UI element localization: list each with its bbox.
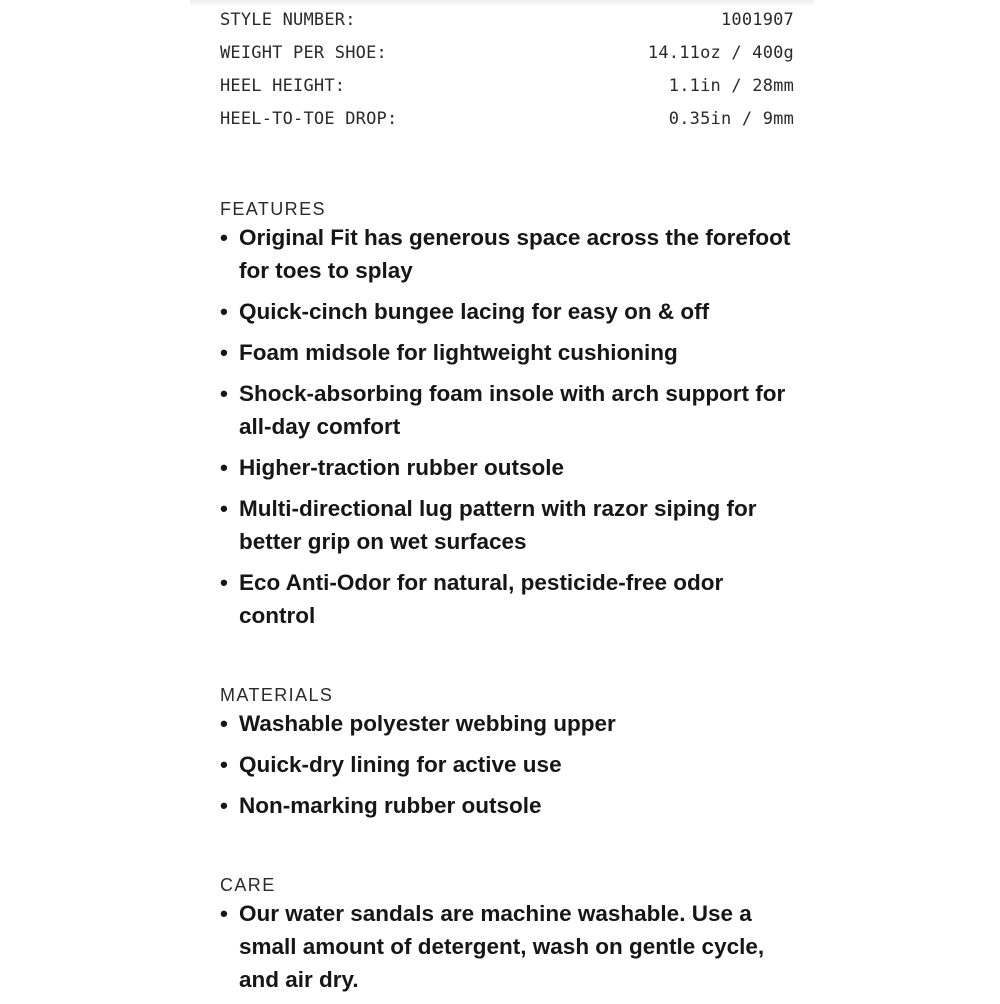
list-item-text: Multi-directional lug pattern with razor siping for better grip on wet surfaces — [239, 496, 757, 554]
list-item — [220, 748, 794, 781]
list-item — [220, 789, 794, 822]
list-item — [220, 897, 794, 996]
materials-heading: MATERIALS — [220, 685, 334, 705]
list-item — [220, 377, 794, 443]
product-details-panel — [220, 0, 794, 1004]
bullet-icon: • — [220, 381, 228, 406]
bullet-icon: • — [220, 340, 228, 365]
list-item — [220, 707, 794, 740]
spec-value: 14.11oz / 400g — [647, 43, 794, 63]
spec-table — [220, 7, 794, 139]
list-item-text: Quick-cinch bungee lacing for easy on & off — [239, 299, 710, 324]
list-item-text: Washable polyester webbing upper — [239, 711, 616, 736]
spec-row-heel-toe-drop — [220, 106, 794, 139]
spec-row-weight — [220, 40, 794, 73]
list-item-text: Original Fit has generous space across the forefoot for toes to splay — [239, 225, 791, 283]
list-item-text: Our water sandals are machine washable. Use a small amount of detergent, wash on gentle cycle, and air dry. — [239, 901, 765, 992]
bullet-icon: • — [220, 455, 228, 480]
care-heading: CARE — [220, 875, 276, 895]
spec-label: HEEL-TO-TOE DROP: — [220, 109, 398, 129]
list-item-text: Quick-dry lining for active use — [239, 752, 562, 777]
bullet-icon: • — [220, 299, 228, 324]
bullet-icon: • — [220, 793, 228, 818]
list-item — [220, 492, 794, 558]
bullet-icon: • — [220, 752, 228, 777]
care-list — [220, 897, 794, 996]
spec-value: 1001907 — [720, 10, 794, 30]
materials-list — [220, 707, 794, 822]
bullet-icon: • — [220, 711, 228, 736]
list-item — [220, 221, 794, 287]
features-list — [220, 221, 794, 632]
materials-section — [220, 684, 794, 822]
bullet-icon: • — [220, 901, 228, 926]
list-item-text: Foam midsole for lightweight cushioning — [239, 340, 678, 365]
bullet-icon: • — [220, 496, 228, 521]
list-item-text: Eco Anti-Odor for natural, pesticide-free odor control — [239, 570, 724, 628]
spec-label: HEEL HEIGHT: — [220, 76, 346, 96]
features-heading: FEATURES — [220, 199, 326, 219]
features-section — [220, 198, 794, 632]
spec-label: WEIGHT PER SHOE: — [220, 43, 387, 63]
spec-row-heel-height — [220, 73, 794, 106]
care-section — [220, 874, 794, 996]
list-item — [220, 566, 794, 632]
spec-value: 0.35in / 9mm — [668, 109, 794, 129]
spec-value: 1.1in / 28mm — [668, 76, 794, 96]
list-item — [220, 295, 794, 328]
list-item — [220, 451, 794, 484]
spec-label: STYLE NUMBER: — [220, 10, 356, 30]
spec-row-style-number — [220, 7, 794, 40]
list-item-text: Shock-absorbing foam insole with arch support for all-day comfort — [239, 381, 786, 439]
bullet-icon: • — [220, 225, 228, 250]
bullet-icon: • — [220, 570, 228, 595]
list-item — [220, 336, 794, 369]
list-item-text: Higher-traction rubber outsole — [239, 455, 565, 480]
list-item-text: Non-marking rubber outsole — [239, 793, 542, 818]
